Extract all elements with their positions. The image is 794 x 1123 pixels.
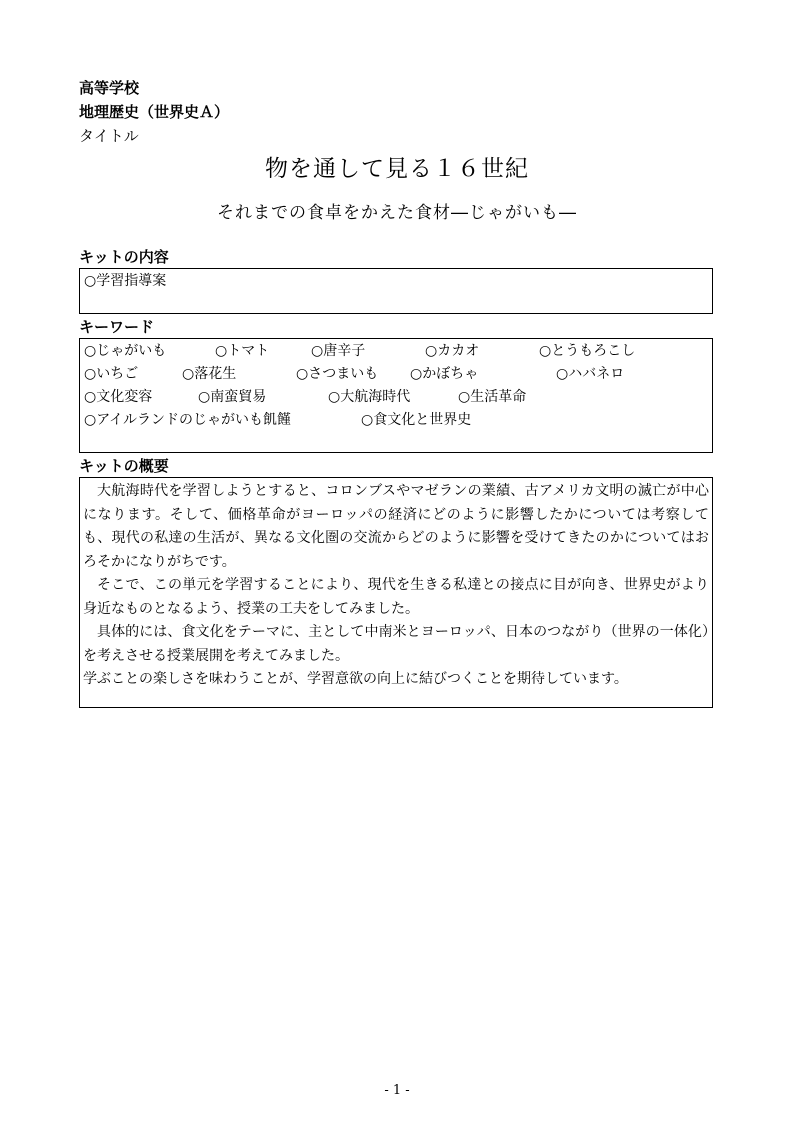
subject-label: 地理歴史（世界史Ａ） <box>79 103 230 121</box>
keyword-item: ○いちご <box>84 366 139 382</box>
summary-box <box>79 477 713 708</box>
keyword-item: ○大航海時代 <box>328 389 411 405</box>
summary-label: キットの概要 <box>79 457 169 475</box>
page-title: 物を通して見る１６世紀 <box>265 156 529 182</box>
keywords-box <box>79 338 713 453</box>
contents-box <box>79 268 713 314</box>
keyword-item: ○生活革命 <box>458 389 527 405</box>
keyword-row <box>84 340 708 363</box>
keyword-item: ○とうもろこし <box>539 343 636 359</box>
school-label: 高等学校 <box>79 79 140 97</box>
keyword-item: ○カカオ <box>425 343 480 359</box>
keywords-label: キーワード <box>79 318 155 336</box>
keyword-row <box>84 409 708 432</box>
contents-label: キットの内容 <box>79 248 169 266</box>
keyword-item: ○唐辛子 <box>311 343 366 359</box>
keyword-item: ○さつまいも <box>296 366 379 382</box>
keyword-item: ○文化変容 <box>84 389 153 405</box>
page-number: - 1 - <box>384 1083 410 1098</box>
keyword-item: ○かぼちゃ <box>410 366 479 382</box>
title-label: タイトル <box>79 127 139 145</box>
keyword-row <box>84 363 708 386</box>
keyword-row <box>84 386 708 409</box>
contents-item: ○学習指導案 <box>84 273 167 289</box>
document-meta <box>79 76 229 148</box>
page-subtitle: それまでの食卓をかえた食材―じゃがいも― <box>217 203 577 223</box>
keyword-item: ○じゃがいも <box>84 343 167 359</box>
summary-paragraph: 具体的には、食文化をテーマに、主として中南米とヨーロッパ、日本のつながり（世界の一体化）を考えさせる授業展開を考えてみました。 <box>83 624 709 664</box>
summary-paragraph: 学ぶことの楽しさを味わうことが、学習意欲の向上に結びつくことを期待しています。 <box>83 671 628 687</box>
summary-paragraph: 大航海時代を学習しようとすると、コロンブスやマゼランの業績、古アメリカ文明の滅亡が中心になります。そして、価格革命がヨーロッパの経済にどのように影響したかについては考察しても、現代の私達の生活が、異なる文化圏の交流からどのように影響を受けてきたのかについてはおろそかになりがちです。 <box>83 483 709 570</box>
keyword-item: ○ハバネロ <box>556 366 625 382</box>
keyword-item: ○落花生 <box>182 366 237 382</box>
keyword-item: ○食文化と世界史 <box>361 412 472 428</box>
keyword-item: ○南蛮貿易 <box>198 389 267 405</box>
summary-paragraph: そこで、この単元を学習することにより、現代を生きる私達との接点に目が向き、世界史がより身近なものとなるよう、授業の工夫をしてみました。 <box>83 577 709 617</box>
keyword-item: ○トマト <box>215 343 270 359</box>
keyword-item: ○アイルランドのじゃがいも飢饉 <box>84 412 291 428</box>
